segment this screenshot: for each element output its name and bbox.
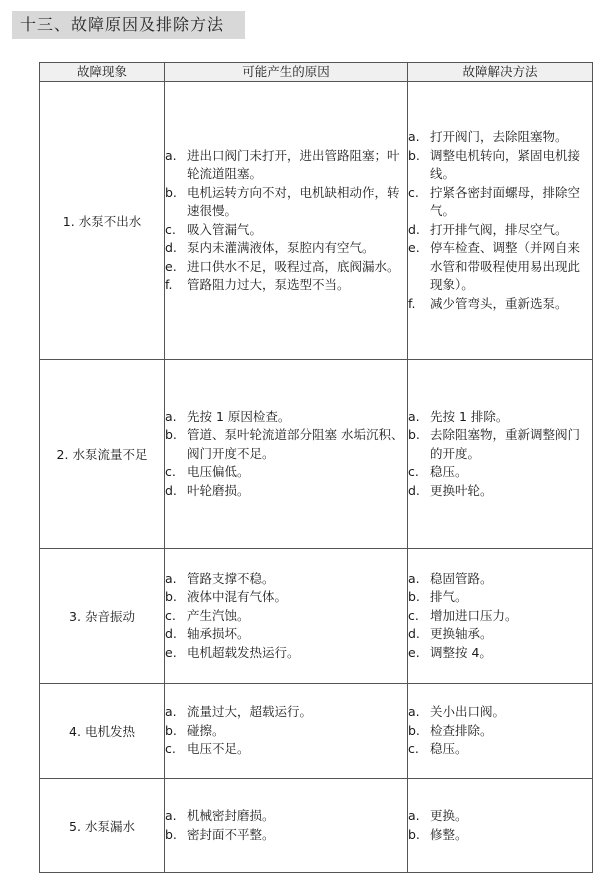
cause-item <box>165 426 407 463</box>
item-text: 更换叶轮。 <box>430 482 493 498</box>
item-marker: d. <box>165 626 177 642</box>
item-marker: e. <box>408 240 420 255</box>
item-marker: b. <box>165 722 177 738</box>
solution-item <box>408 221 592 240</box>
solution-list <box>408 408 592 501</box>
item-marker: a. <box>165 808 177 823</box>
item-marker: a. <box>408 570 420 586</box>
cause-item <box>165 826 407 845</box>
fault-phenomenon: 4. 电机发热 <box>40 684 165 779</box>
item-marker: b. <box>165 184 177 200</box>
item-marker: a. <box>165 408 177 424</box>
cause-item <box>165 147 407 184</box>
item-text: 轴承损坏。 <box>187 626 250 642</box>
item-marker: a. <box>165 704 177 720</box>
item-text: 管道、泵叶轮流道部分阻塞 水垢沉积、阀门开度不足。 <box>187 427 404 461</box>
item-marker: b. <box>408 147 420 163</box>
solution-item <box>408 482 592 501</box>
cause-item <box>165 703 407 722</box>
fault-phenomenon: 5. 水泵漏水 <box>40 779 165 873</box>
cause-item <box>165 408 407 427</box>
cause-item <box>165 276 407 295</box>
item-text: 先按 1 原因检查。 <box>187 408 291 424</box>
header-causes: 可能产生的原因 <box>165 63 408 82</box>
item-text: 液体中混有气体。 <box>187 589 288 605</box>
item-marker: a. <box>408 704 420 720</box>
cause-list <box>165 570 407 663</box>
item-text: 排气。 <box>430 589 468 605</box>
item-marker: c. <box>165 741 176 757</box>
item-marker: d. <box>165 240 177 255</box>
item-marker: a. <box>408 129 420 144</box>
cause-item <box>165 588 407 607</box>
solution-cell <box>408 684 593 779</box>
item-text: 电机运转方向不对，电机缺相动作，转速很慢。 <box>187 184 400 218</box>
item-marker: a. <box>408 408 420 424</box>
cause-item <box>165 570 407 589</box>
item-marker: b. <box>408 826 420 842</box>
item-text: 增加进口压力。 <box>430 607 518 623</box>
item-text: 更换。 <box>430 808 468 823</box>
cause-item <box>165 184 407 221</box>
item-marker: a. <box>165 570 177 586</box>
item-marker: b. <box>408 427 420 443</box>
item-marker: a. <box>408 808 420 823</box>
cause-cell <box>165 684 408 779</box>
item-text: 先按 1 排除。 <box>430 408 509 424</box>
item-text: 密封面不平整。 <box>187 826 275 842</box>
item-marker: b. <box>165 826 177 842</box>
item-marker: c. <box>408 464 419 480</box>
cause-item <box>165 258 407 277</box>
item-text: 修整。 <box>430 826 468 842</box>
solution-item <box>408 588 592 607</box>
solution-item <box>408 426 592 463</box>
solution-item <box>408 644 592 663</box>
section-title: 十三、故障原因及排除方法 <box>12 11 245 39</box>
cause-item <box>165 607 407 626</box>
item-text: 碰擦。 <box>187 722 225 738</box>
item-marker: f. <box>408 295 416 311</box>
item-marker: e. <box>408 644 420 660</box>
item-text: 稳压。 <box>430 464 468 480</box>
cause-item <box>165 482 407 501</box>
solution-item <box>408 625 592 644</box>
item-marker: b. <box>408 589 420 605</box>
item-marker: a. <box>165 147 177 163</box>
item-text: 叶轮磨损。 <box>187 482 250 498</box>
solution-item <box>408 147 592 184</box>
item-marker: c. <box>165 464 176 480</box>
item-text: 产生汽蚀。 <box>187 607 250 623</box>
solution-item <box>408 807 592 826</box>
item-text: 调整按 4。 <box>430 644 492 660</box>
cause-item <box>165 722 407 741</box>
item-text: 管路阻力过大，泵选型不当。 <box>187 277 350 292</box>
table-row <box>40 684 593 779</box>
solution-cell <box>408 779 593 873</box>
table-row <box>40 549 593 684</box>
cause-item <box>165 807 407 826</box>
item-marker: c. <box>408 607 419 623</box>
item-marker: f. <box>165 277 173 292</box>
item-marker: e. <box>165 644 177 660</box>
table-row <box>40 779 593 873</box>
cause-cell <box>165 779 408 873</box>
solution-item <box>408 184 592 221</box>
item-marker: c. <box>408 184 419 200</box>
item-text: 进出口阀门未打开，进出管路阻塞；叶轮流道阻塞。 <box>187 147 400 181</box>
item-marker: d. <box>408 482 420 498</box>
item-marker: b. <box>165 427 177 443</box>
fault-phenomenon: 3. 杂音振动 <box>40 549 165 684</box>
item-marker: b. <box>408 722 420 738</box>
item-text: 打开阀门，去除阻塞物。 <box>430 129 568 144</box>
item-text: 拧紧各密封面螺母，排除空气。 <box>430 184 581 218</box>
solution-cell <box>408 360 593 549</box>
item-text: 电机超载发热运行。 <box>187 644 300 660</box>
table-header-row <box>40 63 593 82</box>
cause-item <box>165 644 407 663</box>
item-text: 泵内未灌满液体，泵腔内有空气。 <box>187 240 375 255</box>
item-text: 去除阻塞物，重新调整阀门的开度。 <box>430 427 581 461</box>
fault-table <box>39 62 593 873</box>
fault-phenomenon: 2. 水泵流量不足 <box>40 360 165 549</box>
item-marker: d. <box>165 482 177 498</box>
item-text: 检查排除。 <box>430 722 493 738</box>
cause-item <box>165 463 407 482</box>
cause-item <box>165 625 407 644</box>
item-marker: d. <box>408 626 420 642</box>
header-solutions: 故障解决方法 <box>408 63 593 82</box>
item-text: 电压不足。 <box>187 741 250 757</box>
item-marker: c. <box>408 741 419 757</box>
item-text: 打开排气阀，排尽空气。 <box>430 221 568 237</box>
solution-list <box>408 570 592 663</box>
solution-list <box>408 128 592 313</box>
table-row <box>40 360 593 549</box>
cause-list <box>165 703 407 759</box>
solution-item <box>408 570 592 589</box>
cause-item <box>165 740 407 759</box>
cause-item <box>165 221 407 240</box>
item-text: 进口供水不足，吸程过高，底阀漏水。 <box>187 258 400 274</box>
solution-item <box>408 463 592 482</box>
cause-cell <box>165 360 408 549</box>
item-marker: e. <box>165 258 177 274</box>
solution-list <box>408 703 592 759</box>
item-text: 停车检查、调整（并网自来水管和带吸程使用易出现此现象）。 <box>430 240 581 292</box>
fault-phenomenon: 1. 水泵不出水 <box>40 82 165 360</box>
solution-item <box>408 128 592 147</box>
item-marker: b. <box>165 589 177 605</box>
item-marker: d. <box>408 221 420 237</box>
solution-item <box>408 239 592 295</box>
cause-list <box>165 147 407 295</box>
item-text: 流量过大，超载运行。 <box>187 704 313 720</box>
solution-item <box>408 722 592 741</box>
cause-cell <box>165 549 408 684</box>
solution-item <box>408 826 592 845</box>
cause-list <box>165 408 407 501</box>
item-marker: c. <box>165 221 176 237</box>
item-text: 机械密封磨损。 <box>187 808 275 823</box>
solution-item <box>408 607 592 626</box>
item-text: 稳压。 <box>430 741 468 757</box>
solution-item <box>408 703 592 722</box>
solution-list <box>408 807 592 844</box>
item-text: 电压偏低。 <box>187 464 250 480</box>
cause-item <box>165 239 407 258</box>
solution-item <box>408 408 592 427</box>
item-marker: c. <box>165 607 176 623</box>
cause-cell <box>165 82 408 360</box>
cause-list <box>165 807 407 844</box>
header-phenomenon: 故障现象 <box>40 63 165 82</box>
item-text: 关小出口阀。 <box>430 704 506 720</box>
solution-cell <box>408 82 593 360</box>
solution-item <box>408 740 592 759</box>
table-row <box>40 82 593 360</box>
solution-cell <box>408 549 593 684</box>
item-text: 管路支撑不稳。 <box>187 570 275 586</box>
item-text: 更换轴承。 <box>430 626 493 642</box>
item-text: 吸入管漏气。 <box>187 221 263 237</box>
item-text: 调整电机转向，紧固电机接线。 <box>430 147 581 181</box>
solution-item <box>408 295 592 314</box>
item-text: 稳固管路。 <box>430 570 493 586</box>
item-text: 减少管弯头，重新选泵。 <box>430 295 568 311</box>
